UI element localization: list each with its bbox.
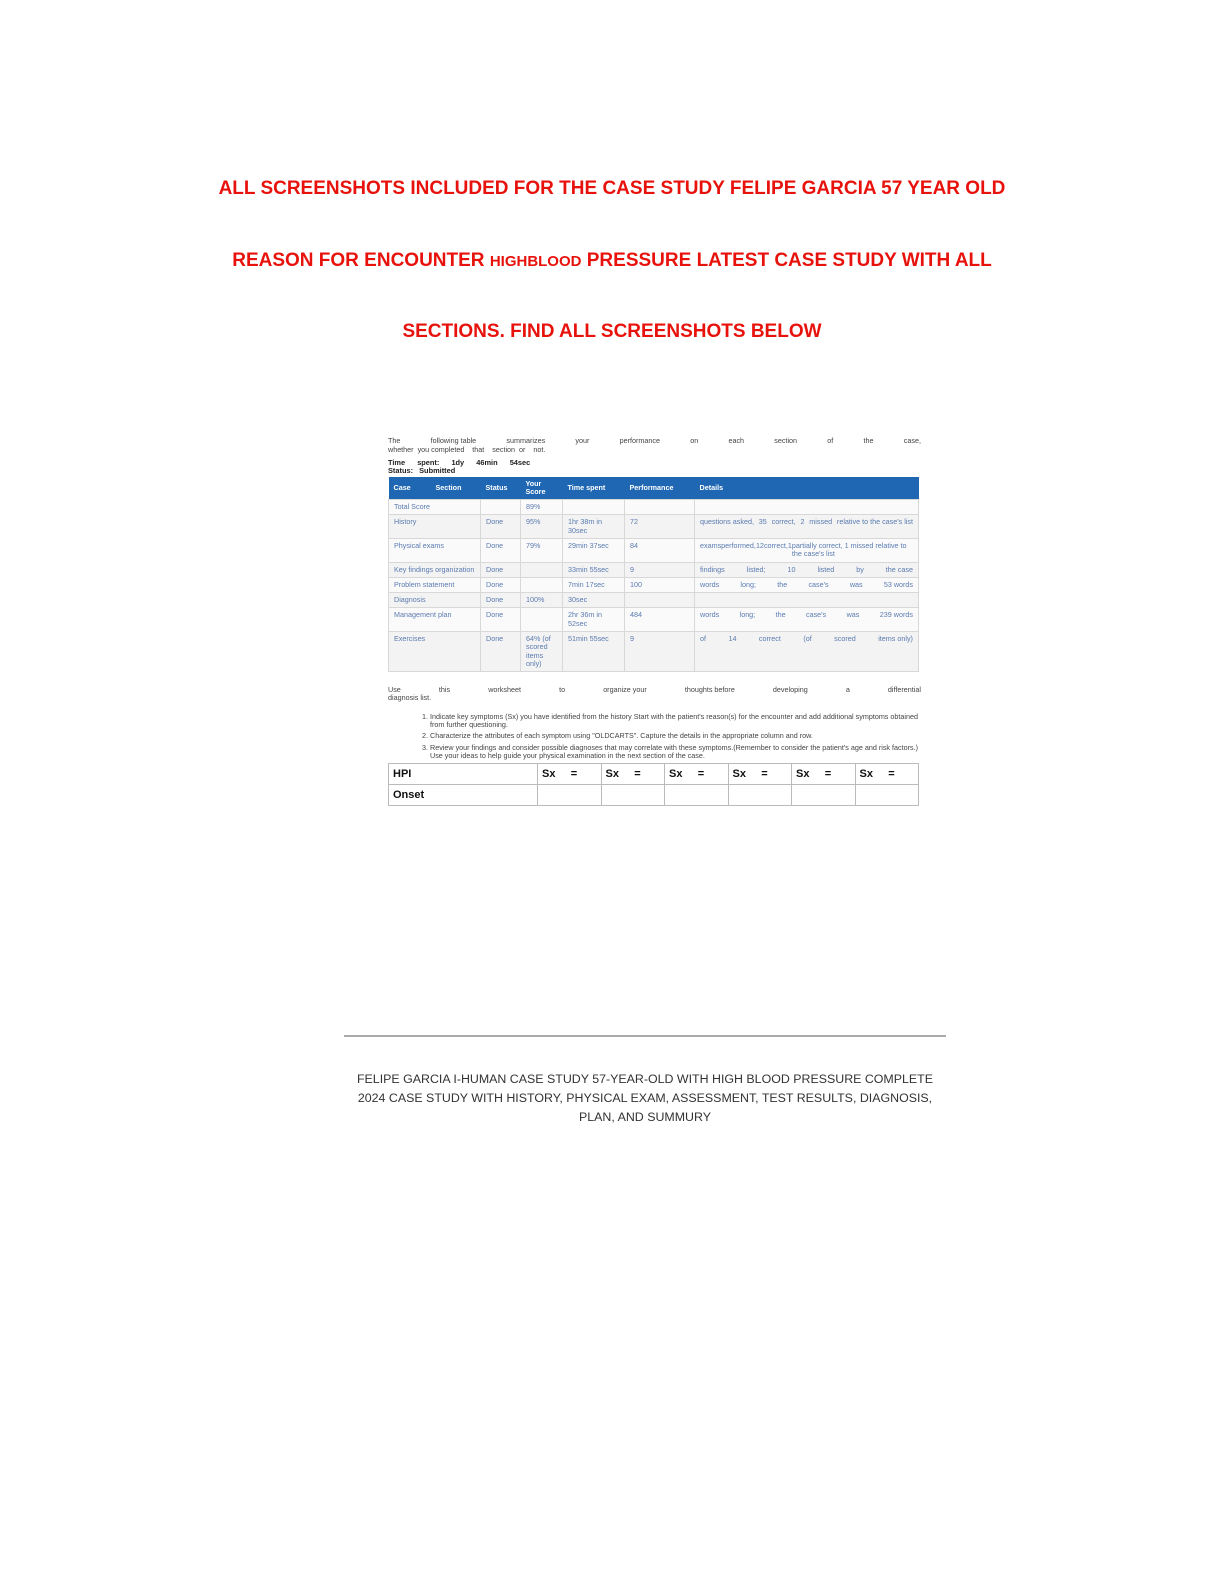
intro-word: on xyxy=(690,436,699,445)
details-word: by xyxy=(856,564,864,574)
details-word: words xyxy=(700,579,720,589)
score-cell: 79% xyxy=(521,539,563,563)
score-cell: 100% xyxy=(521,593,563,608)
details-word: correct, xyxy=(763,541,788,550)
score-cell: 89% xyxy=(521,500,563,515)
section-cell: Total Score xyxy=(389,500,481,515)
intro-word: of xyxy=(827,436,834,445)
score-cell xyxy=(521,562,563,577)
details-cell xyxy=(695,539,919,563)
status-cell xyxy=(481,500,521,515)
performance-cell: 100 xyxy=(625,577,695,592)
footer-line-3: PLAN, AND SUMMURY xyxy=(579,1110,711,1124)
details-word: missed xyxy=(809,517,833,527)
details-word: was xyxy=(849,579,863,589)
onset-cell xyxy=(728,785,792,806)
details-word: performed, xyxy=(721,541,756,550)
details-word: listed xyxy=(817,564,835,574)
status-line xyxy=(388,467,921,476)
step-item: 3. Review your findings and consider possible diagnoses that may correlate with these symptoms.(Remember to consider the patient's age and risk factors.) Use your ideas to help guide your physical examination in the next section of the case. xyxy=(430,744,921,761)
details-word: questions asked, xyxy=(700,517,754,527)
score-cell xyxy=(521,577,563,592)
table-row xyxy=(389,515,919,539)
performance-table-header xyxy=(389,477,919,500)
intro-word: Use xyxy=(388,685,401,695)
performance-table xyxy=(388,477,919,673)
details-words xyxy=(700,542,913,559)
section-cell: Management plan xyxy=(389,608,481,632)
heading-line-2b: HIGHBLOOD xyxy=(489,253,582,270)
time-spent xyxy=(388,459,921,468)
table-row xyxy=(389,562,919,577)
section-cell: History xyxy=(389,515,481,539)
heading-line-3 xyxy=(0,321,1224,343)
intro-word: to xyxy=(559,685,566,695)
col-details: Details xyxy=(695,477,919,500)
status-value: Submitted xyxy=(419,466,456,476)
status-cell: Done xyxy=(481,539,521,563)
details-word: correct, xyxy=(771,517,796,527)
details-cell xyxy=(695,562,919,577)
status-cell: Done xyxy=(481,515,521,539)
section-cell: Diagnosis xyxy=(389,593,481,608)
heading-line-3-text: SECTIONS. FIND ALL SCREENSHOTS BELOW xyxy=(402,321,822,342)
details-word: case's xyxy=(808,579,829,589)
heading-line-2 xyxy=(0,250,1224,272)
performance-cell: 9 xyxy=(625,631,695,671)
onset-cell xyxy=(792,785,856,806)
details-word: 35 xyxy=(758,517,767,527)
time-spent-label: spent: xyxy=(417,457,440,467)
details-word: listed; xyxy=(746,564,766,574)
table-row xyxy=(389,631,919,671)
section-cell: Exercises xyxy=(389,631,481,671)
table-row xyxy=(389,500,919,515)
details-word: relative to the case's list xyxy=(836,517,913,527)
intro-word: section xyxy=(774,436,798,445)
col-case: Case xyxy=(389,477,431,500)
onset-cell xyxy=(665,785,729,806)
details-word: 1 xyxy=(787,541,792,550)
details-word: exams xyxy=(700,541,722,550)
performance-cell: 9 xyxy=(625,562,695,577)
details-cell xyxy=(695,515,919,539)
section-cell: Physical exams xyxy=(389,539,481,563)
sx-cell: Sx = xyxy=(665,764,729,785)
col-status: Status xyxy=(481,477,521,500)
details-word: scored xyxy=(834,633,856,643)
sx-cell: Sx = xyxy=(538,764,602,785)
sx-cell: Sx = xyxy=(792,764,856,785)
footer-divider xyxy=(344,1035,946,1037)
status-cell: Done xyxy=(481,608,521,632)
intro-word: organize your xyxy=(603,685,647,695)
time-cell: 7min 17sec xyxy=(563,577,625,592)
status-cell: Done xyxy=(481,593,521,608)
details-word: case's xyxy=(806,610,827,620)
details-word: 10 xyxy=(787,564,796,574)
details-word: (of xyxy=(803,633,812,643)
score-cell: 95% xyxy=(521,515,563,539)
intro-word: summarizes xyxy=(506,436,546,445)
heading-line-1-text: ALL SCREENSHOTS INCLUDED FOR THE CASE STUDY FELIPE GARCIA 57 YEAR OLD xyxy=(218,178,1006,199)
status-cell: Done xyxy=(481,631,521,671)
step-item: 1. Indicate key symptoms (Sx) you have identified from the history Start with the patient's reason(s) for the encounter and add additional symptoms obtained from further questioning. xyxy=(430,713,921,730)
onset-label: Onset xyxy=(389,785,538,806)
footer-line-1: FELIPE GARCIA I-HUMAN CASE STUDY 57-YEAR-OLD WITH HIGH BLOOD PRESSURE COMPLETE xyxy=(356,1072,934,1086)
details-cell xyxy=(695,593,919,608)
onset-cell xyxy=(538,785,602,806)
status-cell: Done xyxy=(481,562,521,577)
intro-word: performance xyxy=(619,436,660,445)
performance-cell xyxy=(625,593,695,608)
time-cell xyxy=(563,500,625,515)
sx-cell: Sx = xyxy=(855,764,919,785)
performance-cell: 72 xyxy=(625,515,695,539)
worksheet-intro xyxy=(388,686,921,694)
details-cell xyxy=(695,608,919,632)
details-word: partially correct, 1 missed relative to the case's list xyxy=(791,541,907,559)
details-word: 2 xyxy=(800,517,805,527)
col-section: Section xyxy=(431,477,481,500)
details-words xyxy=(700,611,913,619)
time-cell: 51min 55sec xyxy=(563,631,625,671)
footer-line-2: 2024 CASE STUDY WITH HISTORY, PHYSICAL EXAM, ASSESSMENT, TEST RESULTS, DIAGNOSIS, xyxy=(357,1091,933,1105)
performance-cell: 84 xyxy=(625,539,695,563)
time-days: 1dy xyxy=(451,457,465,467)
details-cell xyxy=(695,631,919,671)
details-word: the xyxy=(777,579,788,589)
step-item: 2. Characterize the attributes of each symptom using "OLDCARTS". Capture the details in the appropriate column and row. xyxy=(430,732,921,740)
col-performance: Performance xyxy=(625,477,695,500)
details-cell xyxy=(695,577,919,592)
hpi-table xyxy=(388,763,919,806)
col-score: Your Score xyxy=(521,477,563,500)
details-words xyxy=(700,566,913,574)
summary-intro-line-2: whether you completed that section or not. xyxy=(388,445,546,455)
details-words xyxy=(700,635,913,643)
intro-word: this xyxy=(438,685,451,695)
time-cell: 30sec xyxy=(563,593,625,608)
details-word: 14 xyxy=(728,633,737,643)
sx-cell: Sx = xyxy=(728,764,792,785)
details-word: correct xyxy=(758,633,781,643)
table-row xyxy=(389,539,919,563)
summary-intro xyxy=(388,437,921,445)
intro-word: The xyxy=(388,436,401,445)
time-cell: 33min 55sec xyxy=(563,562,625,577)
details-word: words xyxy=(700,610,720,620)
details-word: 53 words xyxy=(883,579,913,589)
details-word: items only) xyxy=(878,633,913,643)
time-cell: 1hr 38m in 30sec xyxy=(563,515,625,539)
time-minutes: 46min xyxy=(476,457,498,467)
time-label: Time xyxy=(388,457,406,467)
details-words xyxy=(700,581,913,589)
details-word: long; xyxy=(739,610,756,620)
time-cell: 2hr 36m in 52sec xyxy=(563,608,625,632)
intro-word: developing xyxy=(772,685,808,695)
hpi-header-row xyxy=(389,764,919,785)
hpi-label: HPI xyxy=(389,764,538,785)
time-cell: 29min 37sec xyxy=(563,539,625,563)
heading-line-2a: REASON FOR ENCOUNTER xyxy=(232,250,490,271)
intro-word: your xyxy=(575,436,590,445)
intro-word: following table xyxy=(430,436,477,445)
heading-line-1 xyxy=(0,178,1224,200)
table-row xyxy=(389,608,919,632)
score-cell xyxy=(521,608,563,632)
table-row xyxy=(389,593,919,608)
status-cell: Done xyxy=(481,577,521,592)
details-word: 12 xyxy=(755,541,764,550)
performance-cell: 484 xyxy=(625,608,695,632)
time-seconds: 54sec xyxy=(509,457,531,467)
details-word: findings xyxy=(700,564,725,574)
details-word: the xyxy=(775,610,786,620)
intro-word: a xyxy=(845,685,850,695)
score-cell: 64% (of scored items only) xyxy=(521,631,563,671)
details-words xyxy=(700,518,913,526)
sx-cell: Sx = xyxy=(601,764,665,785)
status-label: Status: xyxy=(388,466,414,476)
details-word: was xyxy=(846,610,860,620)
worksheet-steps xyxy=(388,713,921,760)
details-word: the case xyxy=(885,564,913,574)
details-word: 239 words xyxy=(879,610,913,620)
onset-cell xyxy=(855,785,919,806)
onset-cell xyxy=(601,785,665,806)
intro-word: each xyxy=(728,436,745,445)
details-cell xyxy=(695,500,919,515)
intro-word: the xyxy=(863,436,874,445)
onset-row xyxy=(389,785,919,806)
col-time: Time spent xyxy=(563,477,625,500)
embedded-screenshot xyxy=(388,437,921,929)
section-cell: Problem statement xyxy=(389,577,481,592)
table-row xyxy=(389,577,919,592)
intro-word: thoughts before xyxy=(684,685,735,695)
details-word: of xyxy=(700,633,706,643)
details-word: long; xyxy=(740,579,756,589)
intro-word: worksheet xyxy=(488,685,521,695)
intro-word: differential xyxy=(887,685,921,695)
heading-line-2c: PRESSURE LATEST CASE STUDY WITH ALL xyxy=(581,250,992,271)
intro-word: case, xyxy=(903,436,921,445)
worksheet-intro-line-2: diagnosis list. xyxy=(388,693,432,703)
performance-cell xyxy=(625,500,695,515)
section-cell: Key findings organization xyxy=(389,562,481,577)
